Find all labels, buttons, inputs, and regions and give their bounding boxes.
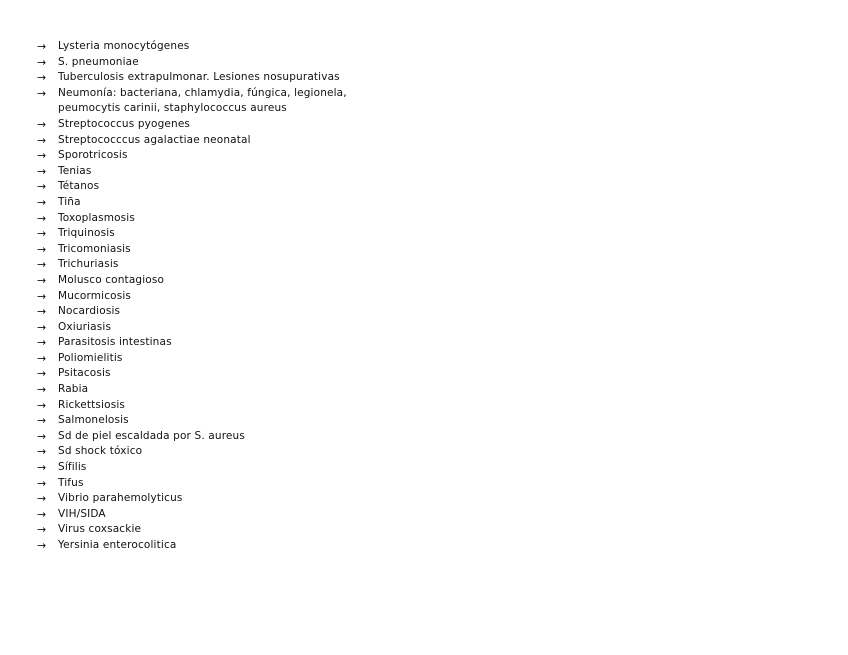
arrow-icon: → [37, 86, 47, 100]
arrow-icon: → [37, 195, 47, 209]
list-item [37, 429, 457, 445]
list-item [37, 304, 457, 320]
list-item [37, 179, 457, 195]
list-item [37, 382, 457, 398]
list-item-text: Virus coxsackie [58, 523, 142, 536]
arrow-icon: → [37, 40, 47, 53]
list-item-text: S. pneumoniae [58, 55, 139, 68]
list-item-text: Tuberculosis extrapulmonar. Lesiones nosupurativas [58, 71, 340, 84]
list-item-text: Oxiuriasis [58, 320, 112, 333]
list-item-text: Tenias [58, 164, 92, 177]
list-item-text: Salmonelosis [58, 414, 129, 427]
list-item [37, 460, 457, 476]
list-item [37, 86, 457, 117]
list-item-text: Sd de piel escaldada por S. aureus [58, 429, 245, 442]
arrow-icon: → [37, 539, 47, 552]
list-item [37, 476, 457, 492]
arrow-icon: → [37, 414, 47, 428]
arrow-icon: → [37, 351, 47, 365]
list-item-text: Lysteria monocytógenes [58, 40, 190, 52]
arrow-icon: → [37, 507, 47, 521]
arrow-icon: → [37, 149, 47, 163]
list-item [37, 351, 457, 367]
list-item-text: Sporotricosis [58, 149, 128, 162]
list-item [37, 320, 457, 336]
list-item-text: Tiña [58, 195, 81, 208]
list-item-text: Yersinia enterocolitica [58, 539, 177, 551]
list-item [37, 522, 457, 538]
list-item [37, 413, 457, 429]
list-item [37, 39, 457, 55]
arrow-icon: → [37, 289, 47, 303]
arrow-icon: → [37, 242, 47, 256]
list-item-text: Sd shock tóxico [58, 445, 143, 458]
list-item-text: Tétanos [58, 180, 100, 193]
arrow-icon: → [37, 523, 47, 537]
disease-list [37, 39, 457, 554]
list-item-text: Tricomoniasis [58, 242, 131, 255]
list-item [37, 538, 457, 554]
list-item-text: Nocardiosis [58, 305, 121, 318]
list-item [37, 366, 457, 382]
list-item-text: Streptococcus pyogenes [58, 117, 191, 130]
list-item-text: Mucormicosis [58, 289, 132, 302]
list-item-text: Trichuriasis [58, 258, 119, 271]
arrow-icon: → [37, 461, 47, 475]
list-item [37, 257, 457, 273]
list-item-continuation: peumocytis carinii, staphylococcus aureus [58, 102, 287, 115]
list-item [37, 289, 457, 305]
list-item-text: Streptococccus agalactiae neonatal [58, 133, 251, 146]
arrow-icon: → [37, 117, 47, 131]
list-item [37, 117, 457, 133]
list-item [37, 273, 457, 289]
list-item-text: Psitacosis [58, 367, 111, 380]
arrow-icon: → [37, 476, 47, 490]
list-item [37, 195, 457, 211]
list-item [37, 133, 457, 149]
list-item [37, 398, 457, 414]
list-item-line: Neumonía: bacteriana, chlamydia, fúngica, legionela, [58, 86, 347, 99]
arrow-icon: → [37, 273, 47, 287]
arrow-icon: → [37, 71, 47, 85]
list-item [37, 148, 457, 164]
arrow-icon: → [37, 258, 47, 272]
arrow-icon: → [37, 398, 47, 412]
arrow-icon: → [37, 492, 47, 506]
arrow-icon: → [37, 180, 47, 194]
list-item-text: Sífilis [58, 461, 87, 474]
list-item-text: VIH/SIDA [58, 507, 106, 520]
list-item-text: Toxoplasmosis [58, 211, 135, 224]
list-item [37, 55, 457, 71]
arrow-icon: → [37, 445, 47, 459]
arrow-icon: → [37, 336, 47, 350]
list-item [37, 491, 457, 507]
list-item-text: Poliomielitis [58, 351, 123, 364]
arrow-icon: → [37, 429, 47, 443]
list-item-text: Molusco contagioso [58, 273, 165, 286]
list-item [37, 335, 457, 351]
list-item-text: Parasitosis intestinas [58, 336, 172, 349]
list-item-text [58, 86, 457, 117]
arrow-icon: → [37, 227, 47, 241]
arrow-icon: → [37, 211, 47, 225]
arrow-icon: → [37, 305, 47, 319]
list-item [37, 164, 457, 180]
list-item [37, 226, 457, 242]
arrow-icon: → [37, 55, 47, 69]
list-item [37, 242, 457, 258]
list-item [37, 70, 457, 86]
list-item-text: Triquinosis [58, 227, 115, 240]
arrow-icon: → [37, 133, 47, 147]
list-item [37, 444, 457, 460]
list-item [37, 211, 457, 227]
arrow-icon: → [37, 367, 47, 381]
arrow-icon: → [37, 320, 47, 334]
list-item [37, 507, 457, 523]
arrow-icon: → [37, 383, 47, 397]
arrow-icon: → [37, 164, 47, 178]
list-item-text: Rabia [58, 383, 89, 396]
list-item-text: Vibrio parahemolyticus [58, 492, 183, 505]
list-item-text: Tifus [58, 476, 84, 489]
list-item-text: Rickettsiosis [58, 398, 126, 411]
